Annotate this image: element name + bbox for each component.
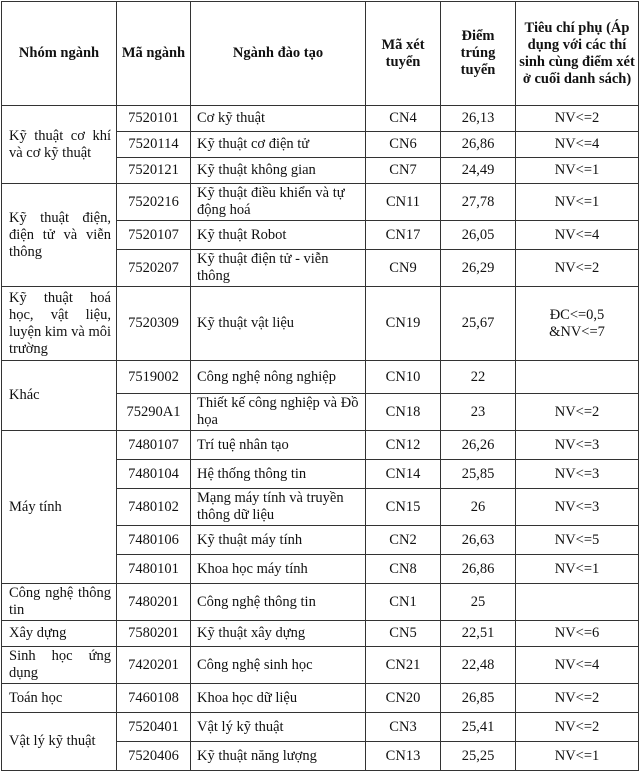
code-cell: 7520309 bbox=[117, 287, 191, 361]
table-row bbox=[2, 684, 639, 713]
criteria-cell: NV<=2 bbox=[516, 394, 639, 431]
criteria-cell: NV<=2 bbox=[516, 713, 639, 742]
code-cell: 7480106 bbox=[117, 526, 191, 555]
score-cell: 23 bbox=[441, 394, 516, 431]
program-cell: Vật lý kỹ thuật bbox=[191, 713, 366, 742]
score-cell: 22,48 bbox=[441, 647, 516, 684]
table-row bbox=[2, 361, 639, 394]
program-cell: Kỹ thuật điện tử - viễn thông bbox=[191, 250, 366, 287]
score-cell: 26,29 bbox=[441, 250, 516, 287]
score-cell: 25,41 bbox=[441, 713, 516, 742]
header-row bbox=[2, 2, 639, 106]
group-cell: Kỹ thuật điện, điện tử và viễn thông bbox=[2, 184, 117, 287]
admission-code-cell: CN9 bbox=[366, 250, 441, 287]
group-cell: Xây dựng bbox=[2, 621, 117, 647]
header-code: Mã ngành bbox=[117, 2, 191, 106]
admission-code-cell: CN11 bbox=[366, 184, 441, 221]
table-row bbox=[2, 106, 639, 132]
code-cell: 7520101 bbox=[117, 106, 191, 132]
admission-code-cell: CN21 bbox=[366, 647, 441, 684]
program-cell: Kỹ thuật máy tính bbox=[191, 526, 366, 555]
admission-code-cell: CN2 bbox=[366, 526, 441, 555]
criteria-cell: NV<=1 bbox=[516, 742, 639, 771]
program-cell: Cơ kỹ thuật bbox=[191, 106, 366, 132]
table-row bbox=[2, 287, 639, 361]
header-program: Ngành đào tạo bbox=[191, 2, 366, 106]
table-row bbox=[2, 584, 639, 621]
score-cell: 26,86 bbox=[441, 132, 516, 158]
group-cell: Máy tính bbox=[2, 431, 117, 584]
program-cell: Công nghệ thông tin bbox=[191, 584, 366, 621]
group-cell: Công nghệ thông tin bbox=[2, 584, 117, 621]
header-criteria: Tiêu chí phụ (Áp dụng với các thí sinh cùng điểm xét ở cuối danh sách) bbox=[516, 2, 639, 106]
score-cell: 25,67 bbox=[441, 287, 516, 361]
admission-code-cell: CN19 bbox=[366, 287, 441, 361]
score-cell: 22,51 bbox=[441, 621, 516, 647]
criteria-cell: NV<=4 bbox=[516, 132, 639, 158]
program-cell: Kỹ thuật năng lượng bbox=[191, 742, 366, 771]
criteria-cell: NV<=3 bbox=[516, 431, 639, 460]
criteria-cell: NV<=3 bbox=[516, 489, 639, 526]
group-cell: Khác bbox=[2, 361, 117, 431]
admission-scores-table bbox=[1, 1, 639, 771]
program-cell: Kỹ thuật Robot bbox=[191, 221, 366, 250]
criteria-cell bbox=[516, 584, 639, 621]
program-cell: Kỹ thuật không gian bbox=[191, 158, 366, 184]
admission-code-cell: CN10 bbox=[366, 361, 441, 394]
code-cell: 7520406 bbox=[117, 742, 191, 771]
code-cell: 7519002 bbox=[117, 361, 191, 394]
table-row bbox=[2, 647, 639, 684]
score-cell: 24,49 bbox=[441, 158, 516, 184]
admission-code-cell: CN14 bbox=[366, 460, 441, 489]
criteria-cell: NV<=2 bbox=[516, 250, 639, 287]
program-cell: Hệ thống thông tin bbox=[191, 460, 366, 489]
score-cell: 25,25 bbox=[441, 742, 516, 771]
group-cell: Kỹ thuật cơ khí và cơ kỹ thuật bbox=[2, 106, 117, 184]
code-cell: 7520401 bbox=[117, 713, 191, 742]
program-cell: Trí tuệ nhân tạo bbox=[191, 431, 366, 460]
criteria-cell: NV<=2 bbox=[516, 106, 639, 132]
group-cell: Kỹ thuật hoá học, vật liệu, luyện kim và môi trường bbox=[2, 287, 117, 361]
admission-code-cell: CN6 bbox=[366, 132, 441, 158]
admission-code-cell: CN7 bbox=[366, 158, 441, 184]
code-cell: 7580201 bbox=[117, 621, 191, 647]
admission-code-cell: CN8 bbox=[366, 555, 441, 584]
program-cell: Kỹ thuật điều khiển và tự động hoá bbox=[191, 184, 366, 221]
admission-code-cell: CN15 bbox=[366, 489, 441, 526]
program-cell: Kỹ thuật cơ điện tử bbox=[191, 132, 366, 158]
criteria-cell: NV<=1 bbox=[516, 184, 639, 221]
admission-code-cell: CN1 bbox=[366, 584, 441, 621]
code-cell: 7520216 bbox=[117, 184, 191, 221]
criteria-cell bbox=[516, 361, 639, 394]
criteria-cell: ĐC<=0,5 &NV<=7 bbox=[516, 287, 639, 361]
criteria-cell: NV<=1 bbox=[516, 158, 639, 184]
code-cell: 7480107 bbox=[117, 431, 191, 460]
criteria-cell: NV<=1 bbox=[516, 555, 639, 584]
table-row bbox=[2, 431, 639, 460]
program-cell: Mạng máy tính và truyền thông dữ liệu bbox=[191, 489, 366, 526]
code-cell: 7520207 bbox=[117, 250, 191, 287]
score-cell: 25 bbox=[441, 584, 516, 621]
program-cell: Công nghệ sinh học bbox=[191, 647, 366, 684]
program-cell: Kỹ thuật vật liệu bbox=[191, 287, 366, 361]
admission-code-cell: CN13 bbox=[366, 742, 441, 771]
admission-code-cell: CN17 bbox=[366, 221, 441, 250]
score-cell: 27,78 bbox=[441, 184, 516, 221]
score-cell: 26,63 bbox=[441, 526, 516, 555]
code-cell: 7520107 bbox=[117, 221, 191, 250]
group-cell: Vật lý kỹ thuật bbox=[2, 713, 117, 771]
criteria-cell: NV<=4 bbox=[516, 221, 639, 250]
admission-code-cell: CN12 bbox=[366, 431, 441, 460]
program-cell: Công nghệ nông nghiệp bbox=[191, 361, 366, 394]
score-cell: 26,26 bbox=[441, 431, 516, 460]
code-cell: 7480102 bbox=[117, 489, 191, 526]
criteria-cell: NV<=6 bbox=[516, 621, 639, 647]
score-cell: 26 bbox=[441, 489, 516, 526]
table-row bbox=[2, 621, 639, 647]
criteria-cell: NV<=3 bbox=[516, 460, 639, 489]
code-cell: 7520121 bbox=[117, 158, 191, 184]
score-cell: 22 bbox=[441, 361, 516, 394]
table-row bbox=[2, 184, 639, 221]
score-cell: 26,05 bbox=[441, 221, 516, 250]
table-row bbox=[2, 713, 639, 742]
code-cell: 7460108 bbox=[117, 684, 191, 713]
program-cell: Khoa học dữ liệu bbox=[191, 684, 366, 713]
criteria-cell: NV<=4 bbox=[516, 647, 639, 684]
score-cell: 25,85 bbox=[441, 460, 516, 489]
program-cell: Khoa học máy tính bbox=[191, 555, 366, 584]
code-cell: 7520114 bbox=[117, 132, 191, 158]
code-cell: 7420201 bbox=[117, 647, 191, 684]
criteria-cell: NV<=5 bbox=[516, 526, 639, 555]
score-cell: 26,86 bbox=[441, 555, 516, 584]
header-group: Nhóm ngành bbox=[2, 2, 117, 106]
code-cell: 7480201 bbox=[117, 584, 191, 621]
criteria-cell: NV<=2 bbox=[516, 684, 639, 713]
group-cell: Sinh học ứng dụng bbox=[2, 647, 117, 684]
admission-code-cell: CN4 bbox=[366, 106, 441, 132]
program-cell: Kỹ thuật xây dựng bbox=[191, 621, 366, 647]
program-cell: Thiết kế công nghiệp và Đồ họa bbox=[191, 394, 366, 431]
header-admission-code: Mã xét tuyển bbox=[366, 2, 441, 106]
admission-code-cell: CN3 bbox=[366, 713, 441, 742]
group-cell: Toán học bbox=[2, 684, 117, 713]
admission-code-cell: CN5 bbox=[366, 621, 441, 647]
score-cell: 26,13 bbox=[441, 106, 516, 132]
score-cell: 26,85 bbox=[441, 684, 516, 713]
code-cell: 7480101 bbox=[117, 555, 191, 584]
code-cell: 75290A1 bbox=[117, 394, 191, 431]
code-cell: 7480104 bbox=[117, 460, 191, 489]
header-score: Điểm trúng tuyển bbox=[441, 2, 516, 106]
admission-code-cell: CN20 bbox=[366, 684, 441, 713]
admission-code-cell: CN18 bbox=[366, 394, 441, 431]
